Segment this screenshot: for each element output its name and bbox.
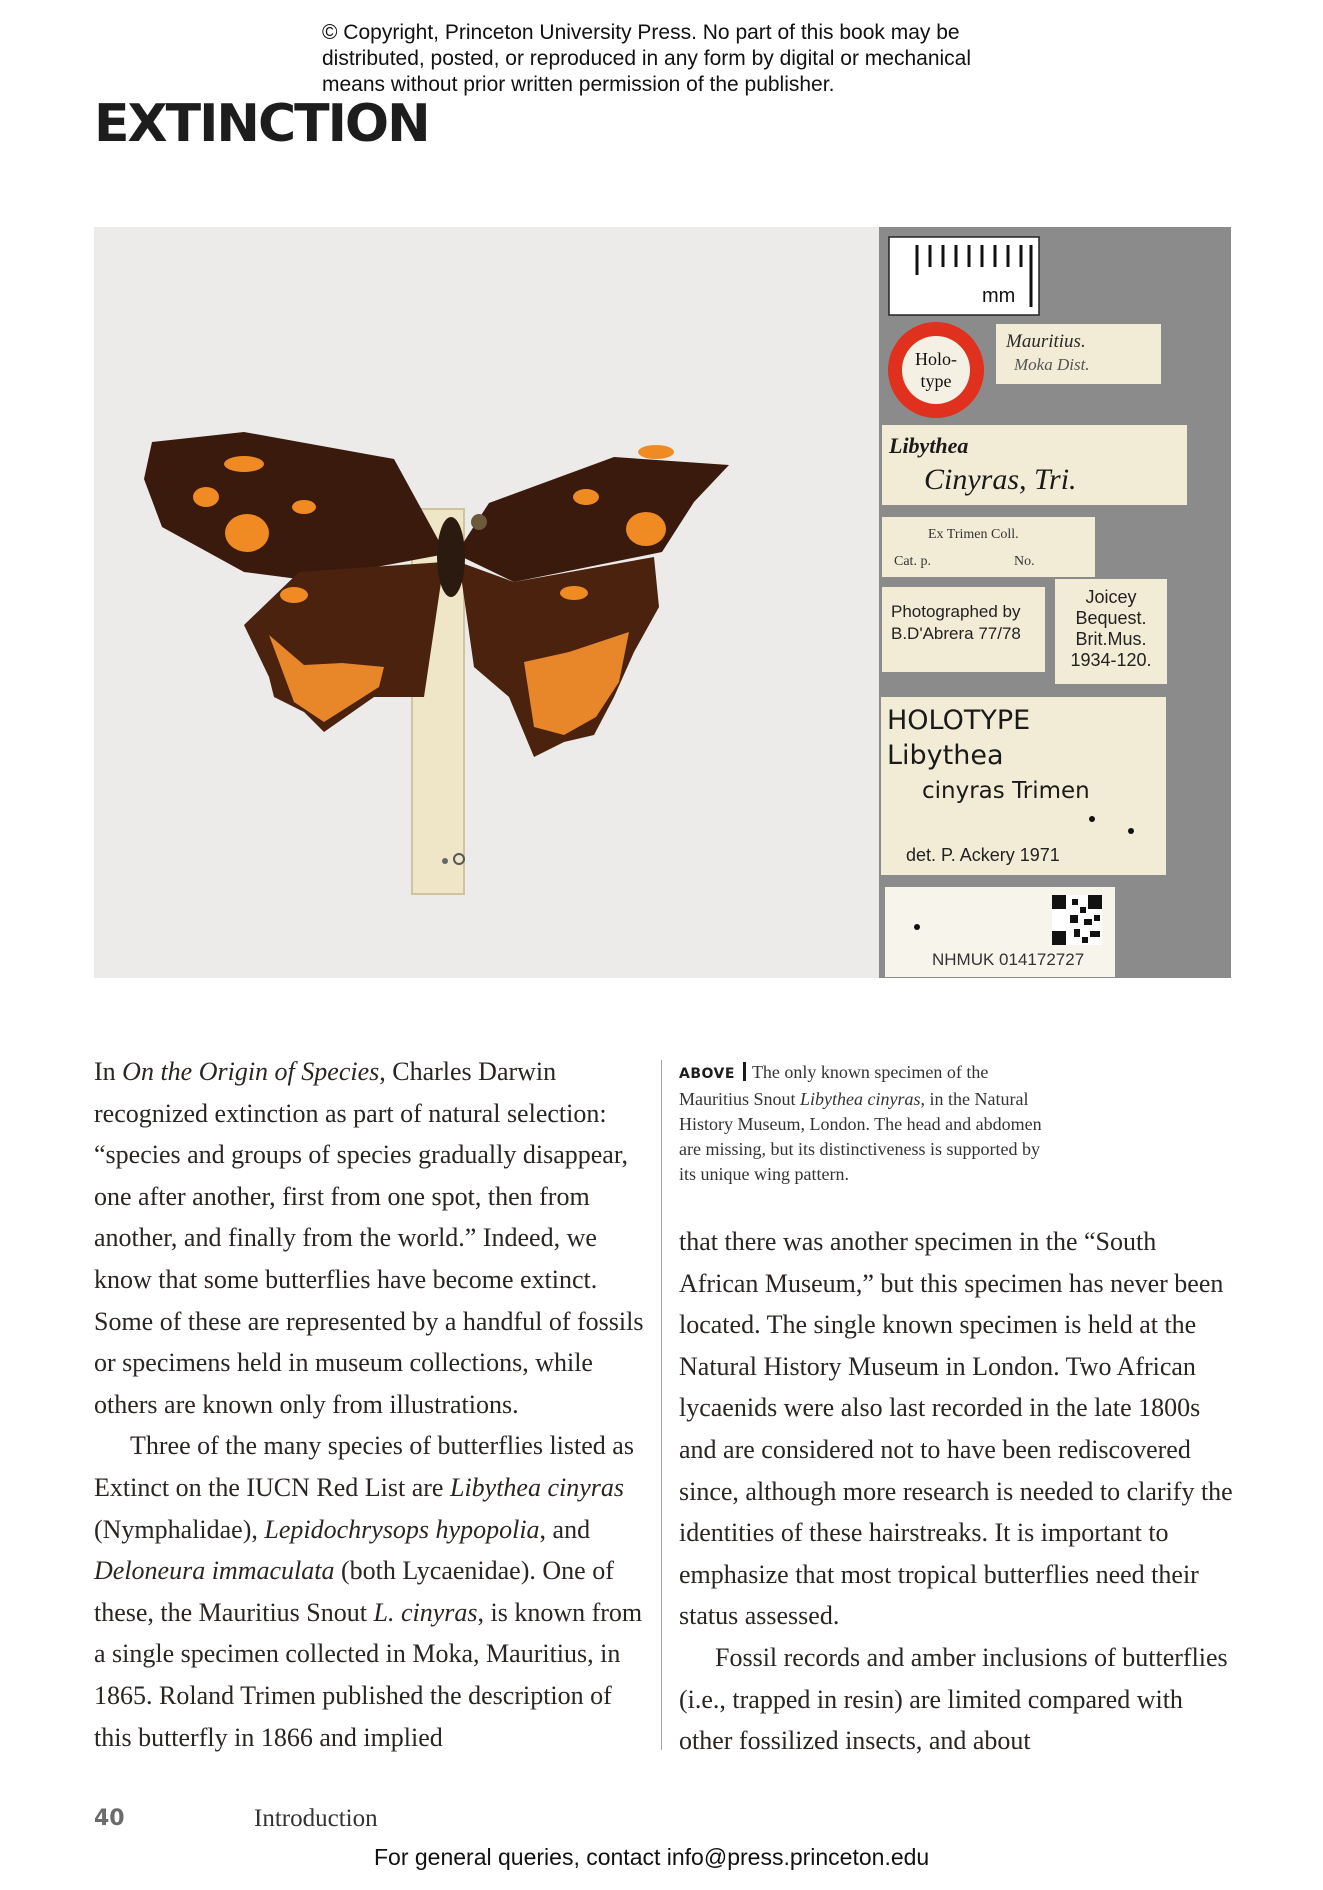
caption-tag: ABOVE: [679, 1066, 735, 1082]
figure-caption: [679, 1060, 1049, 1187]
photo-credit-line-1: Photographed by: [891, 602, 1021, 621]
body-paragraph: Fossil records and amber inclusions of butterflies (i.e., trapped in resin) are limited compared with other fossilized insects, and about: [679, 1642, 1228, 1756]
holotype-label-line-1: HOLOTYPE: [887, 705, 1031, 736]
copyright-line-1: © Copyright, Princeton University Press. No part of this book may be: [322, 21, 960, 44]
caption-separator: [743, 1062, 746, 1081]
copyright-line-2: distributed, posted, or reproduced in any form by digital or mechanical: [322, 47, 972, 70]
bequest-line-3: Brit.Mus.: [1075, 629, 1147, 649]
locality-line-2: Moka Dist.: [1014, 355, 1090, 374]
scale-unit: mm: [982, 285, 1016, 307]
body-column-left: [94, 1051, 654, 1758]
locality-line-1: Mauritius.: [1006, 331, 1086, 352]
italic-run: On the Origin of Species: [122, 1057, 380, 1086]
running-head: Introduction: [254, 1805, 378, 1832]
bequest-line-4: 1934-120.: [1070, 650, 1152, 670]
italic-run: Libythea cinyras: [449, 1472, 625, 1502]
det-note: det. P. Ackery 1971: [906, 845, 1060, 865]
photo-credit-line-2: B.D'Abrera 77/78: [891, 624, 1021, 643]
body-paragraph: that there was another specimen in the “South African Museum,” but this specimen has never been located. The single known specimen is held at the Natural History Museum in London. Two African lycaenids were also last recorded in the late 1800s and are considered not to have been rediscovered since, although more research is needed to clarify the identities of these hairstreaks. It is important to emphasize that most tropical butterflies need their status assessed.: [679, 1227, 1233, 1631]
determination-line-1: Libythea: [889, 433, 969, 458]
contact-note: For general queries, contact info@press.princeton.edu: [374, 1844, 930, 1870]
holotype-disc-line-1: Holo-: [915, 349, 957, 369]
qr-code-icon: [1052, 895, 1102, 945]
holotype-disc-line-2: type: [920, 371, 952, 391]
column-divider: [661, 1060, 662, 1750]
bequest-line-2: Bequest.: [1075, 608, 1147, 628]
italic-run: Deloneura immaculata: [94, 1556, 335, 1586]
specimen-photo: [94, 227, 1231, 978]
copyright-line-3: means without prior written permission of the publisher.: [322, 73, 835, 96]
page-number: 40: [94, 1806, 125, 1831]
italic-run: Libythea cinyras: [800, 1089, 921, 1109]
collection-no: No.: [1014, 554, 1035, 569]
body-paragraph: Three of the many species of butterflies listed as Extinct on the IUCN Red List are Libythea cinyras (Nymphalidae), Lepidochrysops hypopolia, and Deloneura immaculata (both Lycaenidae). One of these, the Mauritius Snout L. cinyras, is known from a single specimen collected in Moka, Mauritius, in 1865. Roland Trimen published the description of this butterfly in 1866 and implied: [94, 1431, 643, 1752]
italic-run: L. cinyras: [373, 1597, 478, 1627]
body-paragraph: In On the Origin of Species, Charles Darwin recognized extinction as part of natural selection: “species and groups of species gradually disappear, one after another, first from one spot, then from another, and finally from the world.” Indeed, we know that some butterflies have become extinct. Some of these are represented by a handful of fossils or specimens held in museum collections, while others are known only from illustrations.: [94, 1057, 644, 1419]
holotype-label-line-3: cinyras Trimen: [922, 778, 1090, 804]
determination-line-2: Cinyras, Tri.: [924, 463, 1077, 496]
catalog-number: NHMUK 014172727: [932, 950, 1085, 969]
scale-bar: [889, 237, 1039, 315]
body-column-right: [679, 1221, 1239, 1762]
specimen-photo-drawing: [94, 227, 1231, 978]
bequest-line-1: Joicey: [1085, 587, 1137, 607]
collection-line-1: Ex Trimen Coll.: [928, 527, 1019, 542]
copyright-notice: [322, 20, 1082, 98]
caption-text: The only known specimen of the Mauritius Snout Libythea cinyras, in the Natural History Museum, London. The head and abdomen are missing, but its distinctiveness is supported by its unique wing pattern.: [679, 1062, 1042, 1184]
italic-run: Lepidochrysops hypopolia: [264, 1514, 540, 1544]
collection-cat: Cat. p.: [894, 554, 931, 569]
section-title: EXTINCTION: [94, 94, 429, 154]
holotype-label-line-2: Libythea: [887, 740, 1004, 771]
